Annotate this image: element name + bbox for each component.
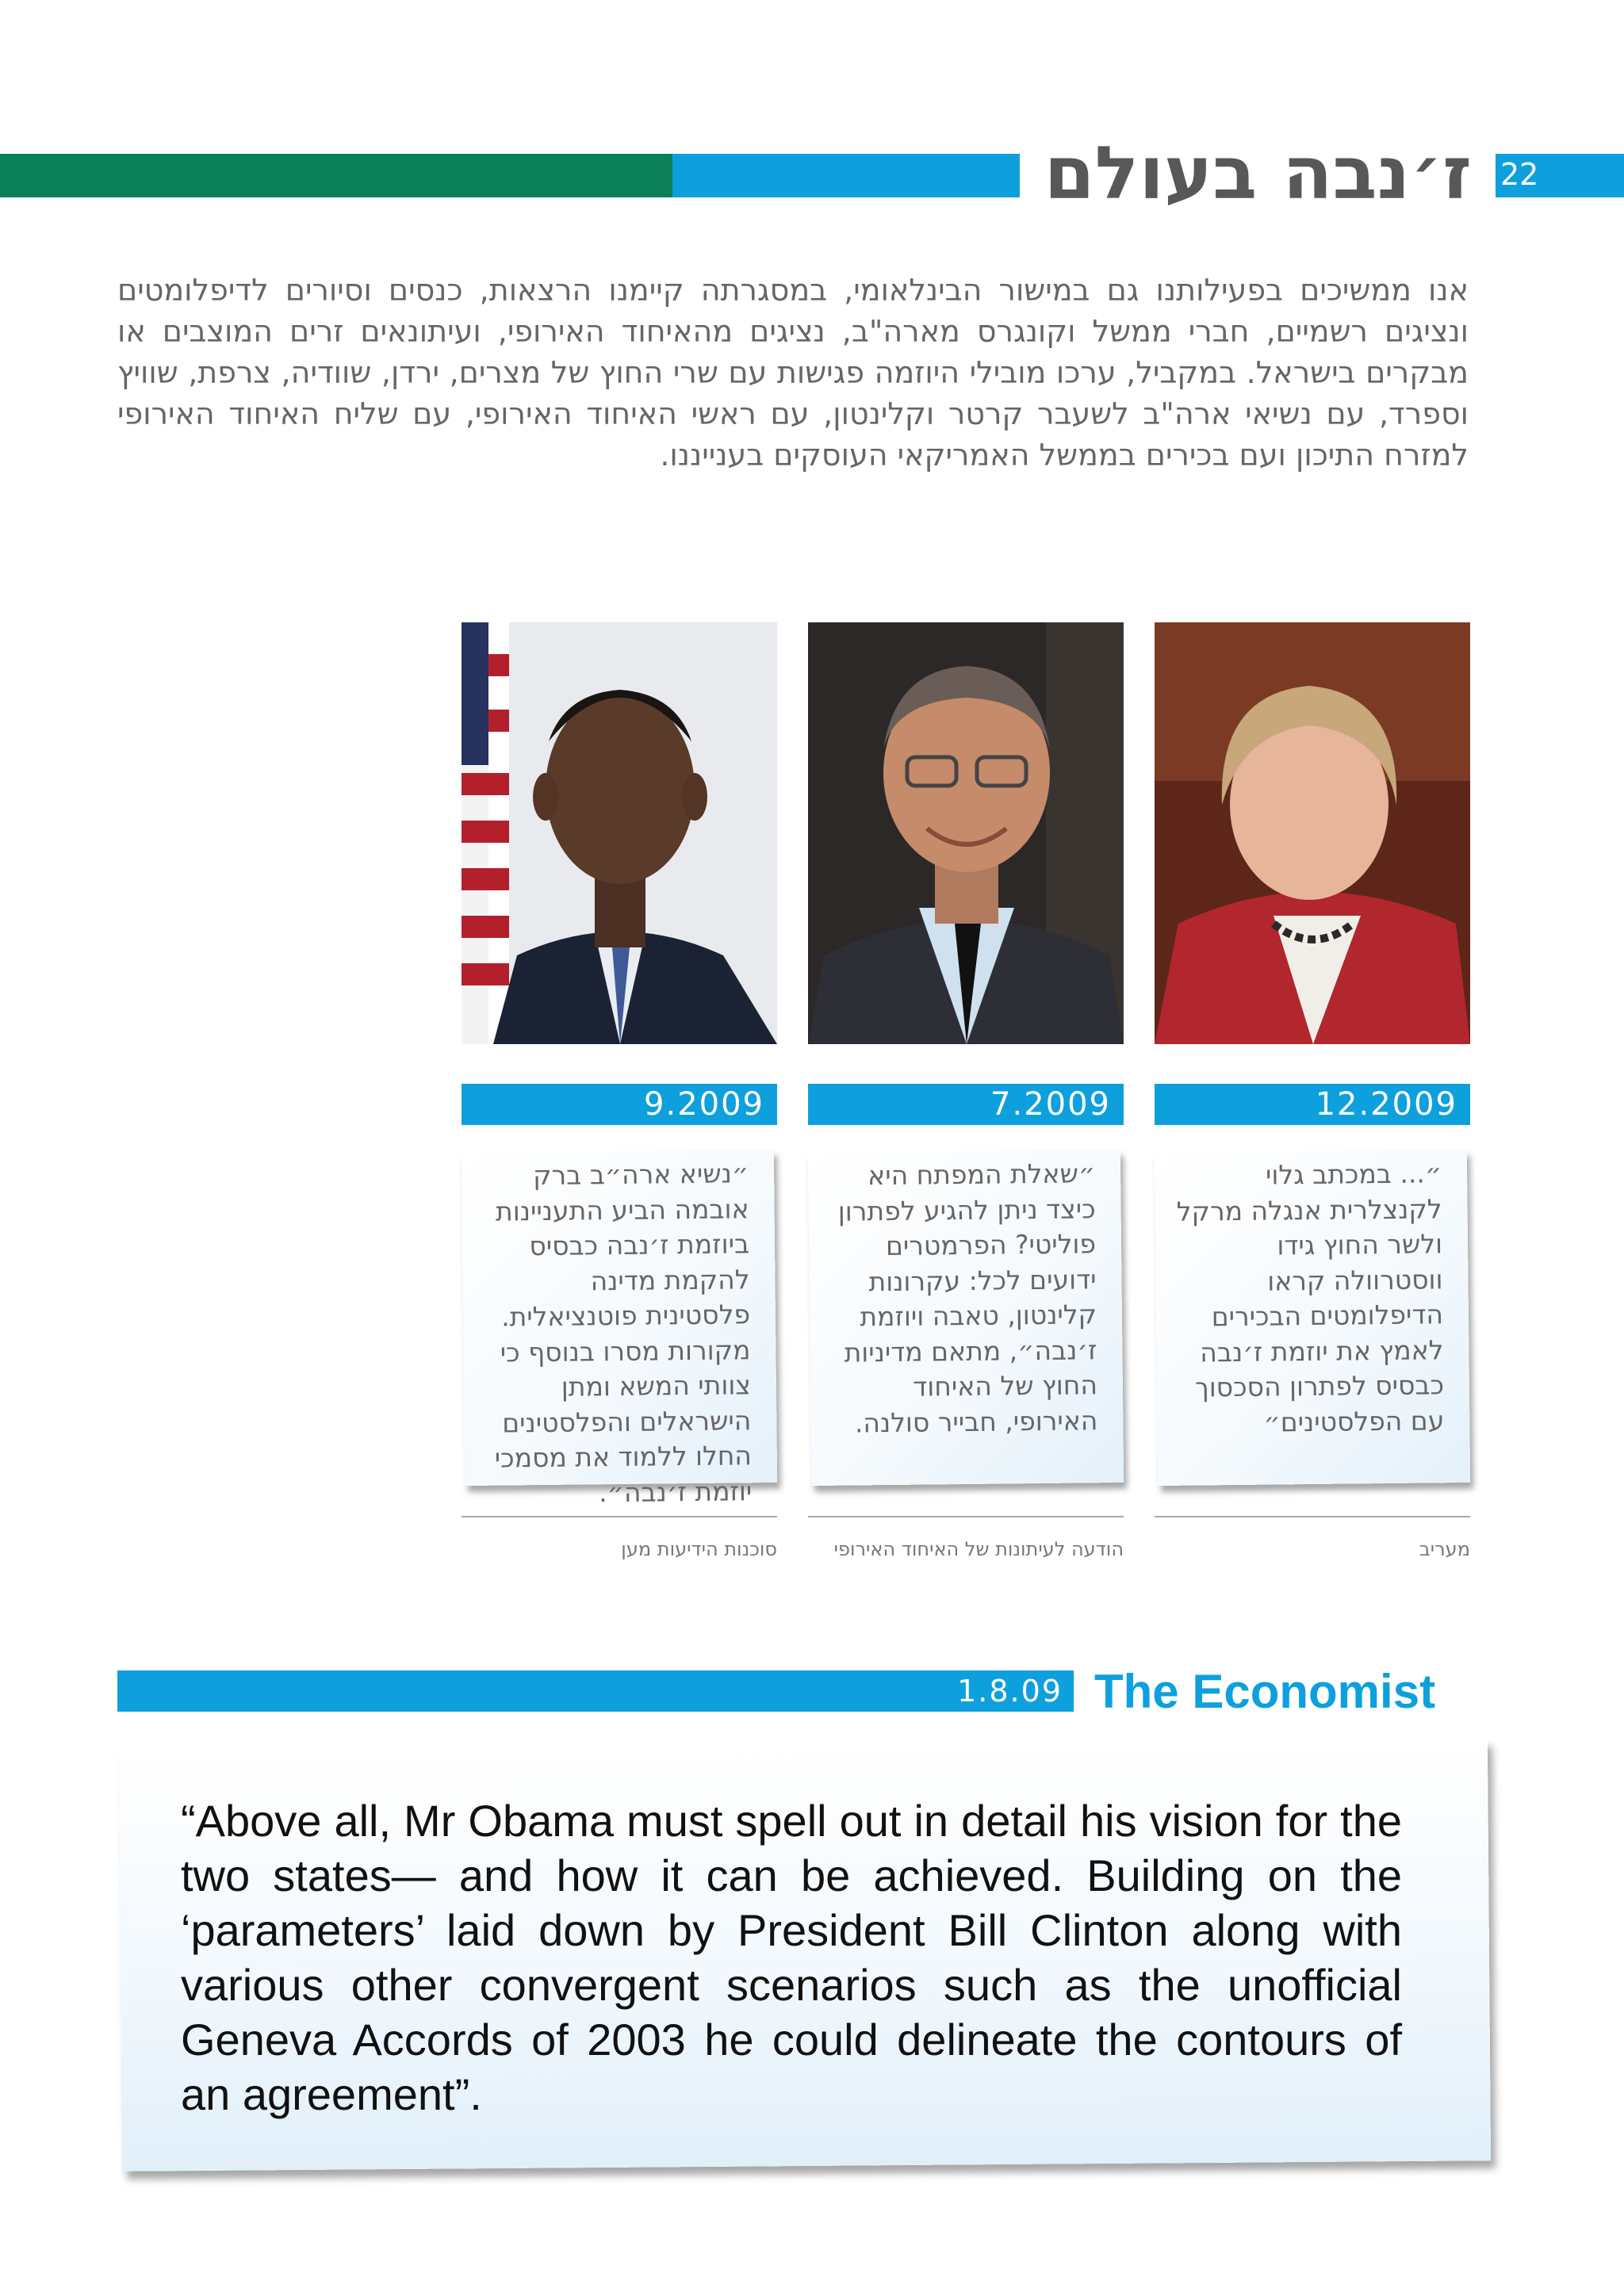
source-label-col1: סוכנות הידיעות מען: [621, 1538, 777, 1560]
source-label-col3: מעריב: [1419, 1538, 1470, 1560]
source-divider: [462, 1516, 777, 1517]
photo-solana: [808, 622, 1124, 1044]
quote-text-col2: ״שאלת המפתח היא כיצד ניתן להגיע לפתרון פוליטי? הפרמטרים ידועים לכל: עקרונות קלינטון, טאבה ויוזמת ז׳נבה״, מתאם מדיניות החוץ של האיחוד האירופי, חבייר סולנה.: [837, 1158, 1098, 1438]
source-label-col2: הודעה לעיתונות של האיחוד האירופי: [833, 1538, 1124, 1560]
quote-text-col3: ״... במכתב גלוי לקנצלרית אנגלה מרקל ולשר החוץ גידו ווסטרוולה קראו הדיפלומטים הבכירים לאמץ את יוזמת ז׳נבה כבסיס לפתרון הסכסוך עם הפלסטינים״: [1176, 1158, 1445, 1438]
quote-note-col3: [1155, 1150, 1470, 1486]
page-title: ז׳נבה בעולם: [1044, 131, 1472, 216]
economist-date: 1.8.09: [957, 1674, 1063, 1709]
economist-quote: “Above all, Mr Obama must spell out in detail his vision for the two states— and how it can be achieved. Building on the ‘parameters’ laid down by President Bill Clinton along with various other convergent scenarios such as the unofficial Geneva Accords of 2003 he could delineate the contours of an agreement”.: [181, 1796, 1402, 2119]
quote-text-col1: ״נשיא ארה״ב ברק אובמה הביע התעניינות ביוזמת ז׳נבה כבסיס להקמת מדינה פלסטינית פוטנציאלית. מקורות מסרו בנוסף כי צוותי המשא ומתן הישראלים והפלסטינים החלו ללמוד את מסמכי יוזמת ז׳נבה״.: [494, 1158, 753, 1508]
header-blue-bar: [672, 154, 1020, 197]
intro-paragraph: אנו ממשיכים בפעילותנו גם במישור הבינלאומי, במסגרתה קיימנו הרצאות, כנסים וסיורים לדיפלומטים ונציגים רשמיים, חברי ממשל וקונגרס מארה"ב, נציגים מהאיחוד האירופי, ועיתונאים זרים המוצבים או מבקרים בישראל. במקביל, ערכו מובילי היוזמה פגישות עם שרי החוץ של מצרים, ירדן, שוודיה, צרפת, שוויץ וספרד, עם נשיאי ארה"ב לשעבר קרטר וקלינטון, עם ראשי האיחוד האירופי, עם שליח האיחוד האירופי למזרח התיכון ועם בכירים בממשל האמריקאי העוסקים בענייננו.: [117, 273, 1469, 473]
photo-obama: [462, 622, 777, 1044]
page-number: 22: [1500, 157, 1539, 192]
economist-title: The Economist: [1094, 1665, 1436, 1718]
date-bar-col3: 12.2009: [1155, 1084, 1470, 1125]
source-divider: [1155, 1516, 1470, 1517]
source-divider: [808, 1516, 1124, 1517]
quote-note-col1: [462, 1150, 777, 1508]
date-bar-col2: 7.2009: [808, 1084, 1124, 1125]
photo-merkel: [1155, 622, 1470, 1044]
date-bar-col1: 9.2009: [462, 1084, 777, 1125]
quote-note-col2: [808, 1150, 1124, 1486]
header-green-bar: [0, 154, 672, 197]
